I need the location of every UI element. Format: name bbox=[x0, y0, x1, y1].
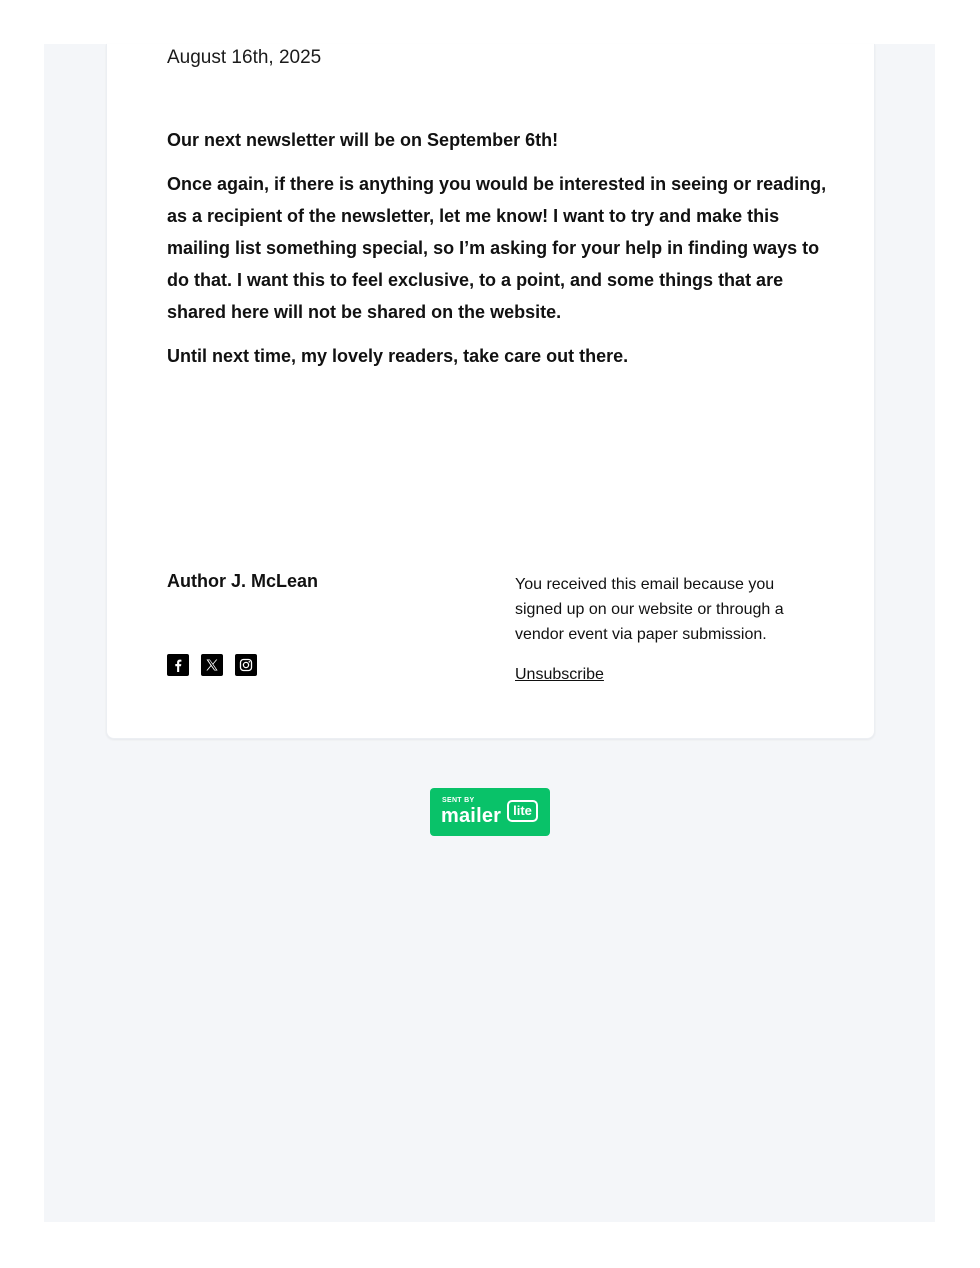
social-links bbox=[167, 654, 257, 676]
facebook-icon[interactable] bbox=[167, 654, 189, 676]
unsubscribe-link[interactable]: Unsubscribe bbox=[515, 666, 604, 683]
newsletter-body bbox=[167, 124, 827, 384]
x-icon[interactable] bbox=[201, 654, 223, 676]
badge-brand-tag: lite bbox=[507, 800, 538, 822]
body-paragraph: Once again, if there is anything you would be interested in seeing or reading, as a recipient of the newsletter, let me know! I want to try and make this mailing list something special, so I’m asking for your help in finding ways to do that. I want this to feel exclusive, to a point, and some things that are shared here will not be shared on the website. bbox=[167, 174, 827, 322]
badge-sent-by-label: SENT BY bbox=[442, 797, 475, 804]
instagram-icon[interactable] bbox=[235, 654, 257, 676]
body-paragraph: Until next time, my lovely readers, take care out there. bbox=[167, 346, 629, 366]
sent-by-mailerlite-badge[interactable] bbox=[430, 788, 550, 836]
newsletter-date: August 16th, 2025 bbox=[167, 47, 322, 68]
badge-brand-main: mailer bbox=[441, 805, 502, 827]
author-name: Author J. McLean bbox=[167, 571, 319, 591]
body-paragraph: Our next newsletter will be on September 6th! bbox=[167, 130, 559, 150]
newsletter-card bbox=[106, 44, 875, 739]
subscription-note: You received this email because you signed up on our website or through a vendor event via paper submission. bbox=[515, 576, 784, 643]
